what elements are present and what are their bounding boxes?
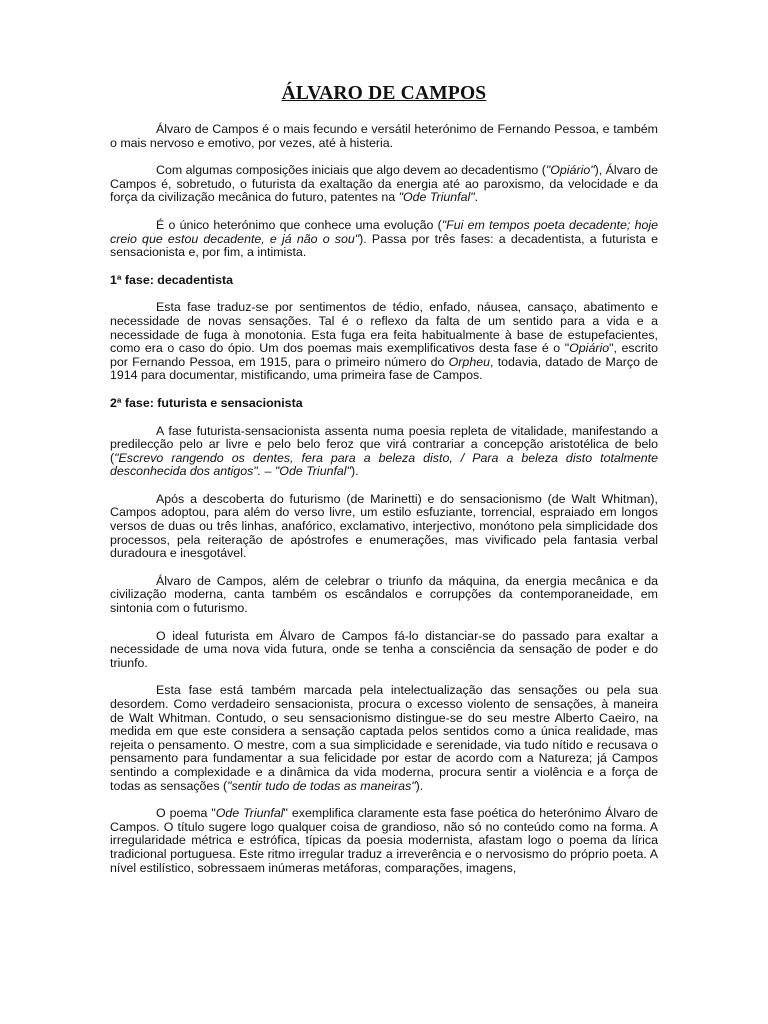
paragraph-sensations — [110, 684, 658, 793]
document-page — [110, 82, 658, 889]
text-segment: Após a descoberta do futurismo (de Marinetti) e do sensacionismo (de Walt Whitman), Campos adoptou, para além do verso livre, um estilo esfuziante, torrencial, espraiado em longos versos de duas ou três linhas, anafórico, exclamativo, interjectivo, monótono pela simplicidade dos processos, pela reiteração de apóstrofes e enumerações, mas vivificado pela fantasia verbal duradoura e inesgotável. — [110, 491, 658, 561]
paragraph-futurism-discovery — [110, 493, 658, 561]
paragraph-futurist-intro — [110, 425, 658, 479]
italic-segment: Opiário — [569, 341, 610, 356]
text-segment: Álvaro de Campos, além de celebrar o triunfo da máquina, da energia mecânica e da civilização moderna, canta também os escândalos e corrupções da contemporaneidade, em sintonia com o futurismo. — [110, 573, 658, 616]
text-segment: " exemplifica claramente esta fase poética do heterónimo Álvaro de Campos. O título sugere logo qualquer coisa de grandioso, não só no conteúdo como na forma. A irregularidade métrica e estrófica, típicas da poesia modernista, afastam logo o poema da lírica tradicional portuguesa. Este ritmo irregular traduz a irreverência e o nervosismo do próprio poeta. A nível estilístico, sobressaem inúmeras metáforas, comparações, imagens, — [110, 806, 659, 875]
text-segment: O ideal futurista em Álvaro de Campos fá-lo distanciar-se do passado para exaltar a necessidade de uma nova vida futura, onde se tenha a consciência da sensação de poder e do triunfo. — [110, 628, 658, 670]
paragraph-decadentist-phase — [110, 301, 658, 383]
italic-segment: Orpheu — [448, 354, 491, 369]
paragraph-intro — [110, 123, 658, 150]
text-segment: , todavia, datado de Março de 1914 para documentar, mistificando, uma primeira fase de Campos. — [110, 354, 658, 383]
paragraph-evolution — [110, 219, 658, 260]
italic-segment: Ode Triunfal — [215, 806, 284, 821]
italic-segment: "Fui em tempos poeta decadente; hoje creio que estou decadente, e já não o sou" — [110, 217, 659, 246]
text-segment: É o único heterónimo que conhece uma evolução ( — [156, 217, 442, 232]
text-segment: ). Passa por três fases: a decadentista, a futurista e sensacionista e, por fim, a intimista. — [110, 231, 658, 260]
text-segment: ), Álvaro de Campos é, sobretudo, o futurista da exaltação da energia até ao paroxismo, da velocidade e da força da civilização mecânica do futuro, patentes na — [110, 163, 658, 205]
text-segment: Álvaro de Campos é o mais fecundo e versátil heterónimo de Fernando Pessoa, e também o mais nervoso e emotivo, por vezes, até à histeria. — [110, 122, 658, 150]
text-segment: ). — [415, 778, 424, 793]
section-heading-decadentist: 1ª fase: decadentista — [110, 272, 234, 287]
italic-segment: "Ode Triunfal" — [398, 190, 475, 205]
paragraph-ode-triunfal — [110, 807, 658, 875]
paragraph-decadentism — [110, 164, 658, 205]
italic-segment: "Opiário" — [545, 163, 595, 178]
text-segment: ). — [350, 464, 359, 479]
section-heading-futurist: 2ª fase: futurista e sensacionista — [110, 395, 303, 410]
text-segment: Com algumas composições iniciais que algo devem ao decadentismo ( — [156, 163, 546, 178]
document-title: ÁLVARO DE CAMPOS — [281, 83, 487, 104]
text-segment: . — [474, 190, 479, 205]
text-segment: Esta fase traduz-se por sentimentos de tédio, enfado, náusea, cansaço, abatimento e necessidade de novas sensações. Tal é o reflexo da falta de um sentido para a vida e a necessidade de fuga à monotonia. Esta fuga era feita habitualmente à base de estupefacientes, como era o caso do ópio. Um dos poemas mais exemplificativos desta fase é o " — [110, 300, 658, 356]
text-segment: ", escrito por Fernando Pessoa, em 1915, para o primeiro número do — [110, 341, 659, 369]
text-segment: O poema " — [156, 806, 216, 821]
italic-segment: "Escrevo rangendo os dentes, fera para a beleza disto, / Para a beleza disto totalmente desconhecida dos antigos". – "Ode Triunfal" — [110, 450, 658, 479]
paragraph-machine — [110, 575, 658, 616]
italic-segment: "sentir tudo de todas as maneiras" — [227, 778, 416, 793]
text-segment: Esta fase está também marcada pela intelectualização das sensações ou pela sua desordem. Como verdadeiro sensacionista, procura o excesso violento de sensações, à maneira de Walt Whitman. Contudo, o seu sensacionismo distingue-se do seu mestre Alberto Caeiro, na medida em que este considera a sensação captada pelos sentidos como a única realidade, mas rejeita o pensamento. O mestre, com a sua simplicidade e serenidade, via tudo nítido e recusava o pensamento para fundamentar a sua felicidade por estar de acordo com a Natureza; já Campos sentindo a complexidade e a dinâmica da vida moderna, procura sentir a violência e a força de todas as sensações ( — [110, 683, 658, 793]
text-segment: A fase futurista-sensacionista assenta numa poesia repleta de vitalidade, manifestando a predilecção pelo ar livre e pelo belo feroz que virá contrariar a concepção aristotélica de belo ( — [110, 423, 658, 465]
paragraph-futurist-ideal — [110, 630, 658, 671]
